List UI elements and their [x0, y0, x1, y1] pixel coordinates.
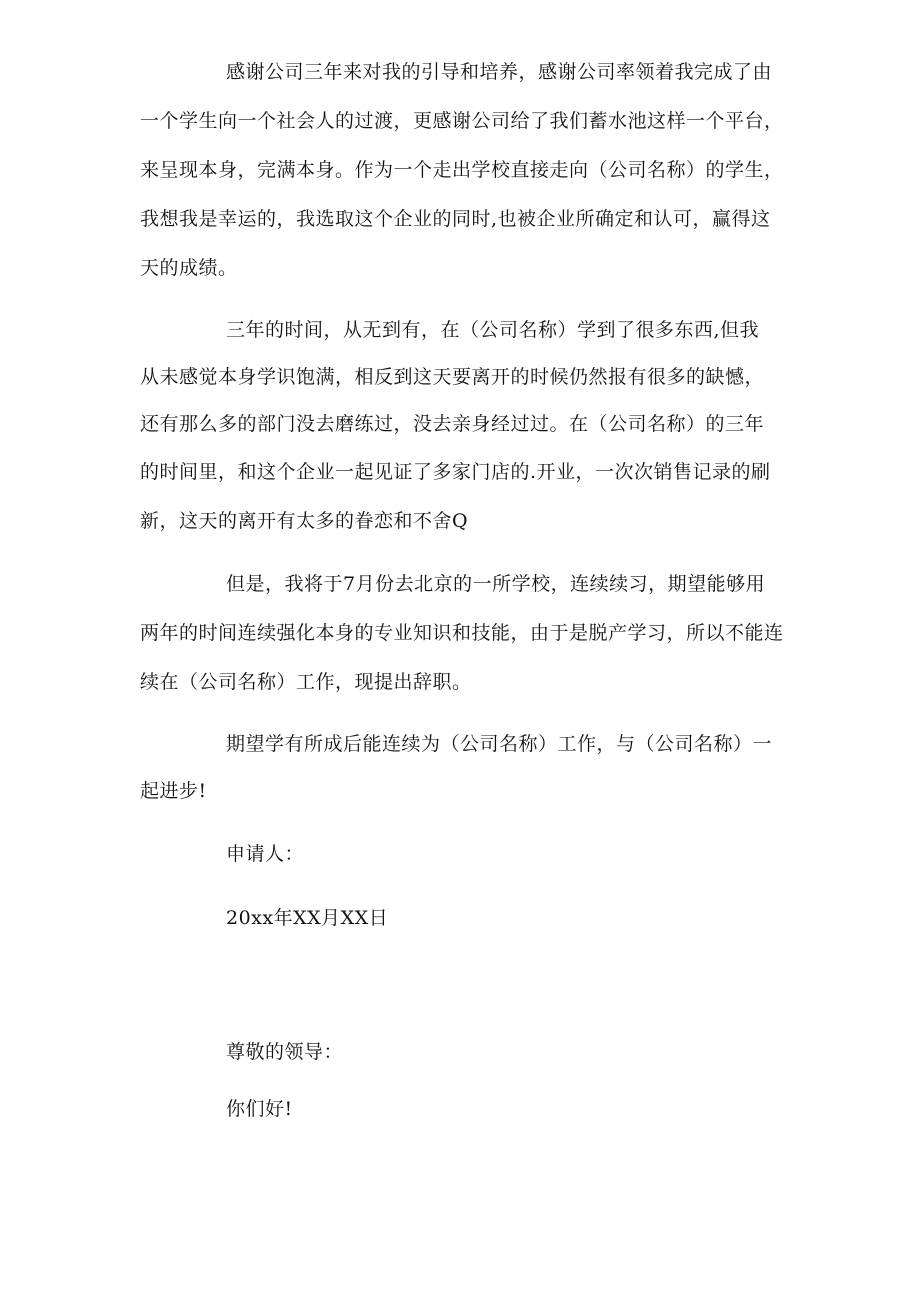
paragraph-2-line-2: 从未感觉本身学识饱满，相反到这天要离开的时候仍然报有很多的缺憾， — [140, 366, 765, 388]
applicant-label: 申请人： — [226, 843, 305, 865]
paragraph-3-line-3: 续在（公司名称）工作，现提出辞职。 — [140, 671, 472, 693]
paragraph-2-line-3: 还有那么多的部门没去磨练过，没去亲身经过过。在（公司名称）的三年 — [140, 413, 765, 435]
paragraph-3-line-2: 两年的时间连续强化本身的专业知识和技能，由于是脱产学习，所以不能连 — [140, 622, 784, 644]
paragraph-1-line-2: 一个学生向一个社会人的过渡，更感谢公司给了我们蓄水池这样一个平台， — [140, 110, 784, 132]
paragraph-2-line-5: 新，这天的离开有太多的眷恋和不舍Q — [140, 510, 469, 532]
paragraph-4-line-2: 起进步! — [140, 780, 207, 802]
salutation: 尊敬的领导： — [226, 1041, 344, 1063]
date-line: 20xx年XX月XX日 — [226, 907, 389, 929]
paragraph-3-line-1: 但是，我将于7月份去北京的一所学校，连续续习，期望能够用 — [226, 573, 766, 595]
paragraph-1-line-3: 来呈现本身，完满本身。作为一个走出学校直接走向（公司名称）的学生， — [140, 159, 784, 181]
paragraph-2-line-4: 的时间里，和这个企业一起见证了多家门店的.开业，一次次销售记录的刷 — [140, 461, 771, 483]
paragraph-1-line-1: 感谢公司三年来对我的引导和培养，感谢公司率领着我完成了由 — [226, 61, 773, 83]
paragraph-2-line-1: 三年的时间，从无到有，在（公司名称）学到了很多东西,但我 — [226, 319, 760, 341]
paragraph-1-line-4: 我想我是幸运的，我选取这个企业的同时,也被企业所确定和认可，赢得这 — [140, 208, 771, 230]
paragraph-4-line-1: 期望学有所成后能连续为（公司名称）工作，与（公司名称）一 — [226, 733, 773, 755]
paragraph-1-line-5: 天的成绩。 — [140, 257, 238, 279]
greeting: 你们好! — [226, 1098, 293, 1120]
